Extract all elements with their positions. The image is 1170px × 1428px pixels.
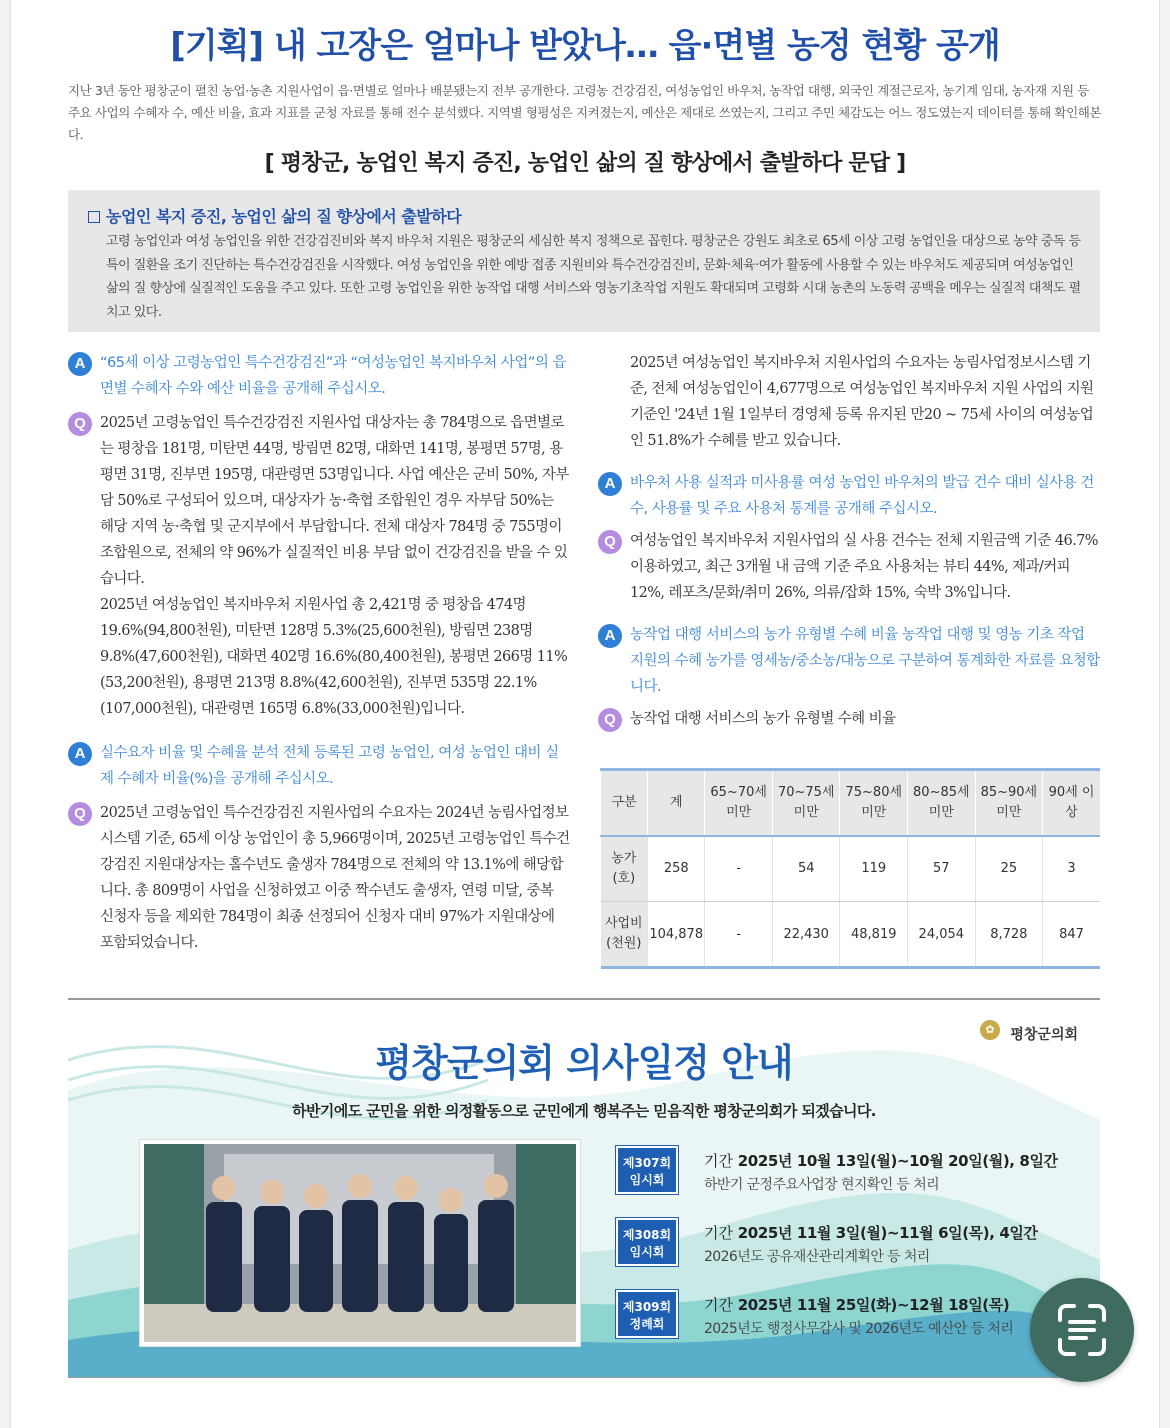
answer-badge-icon: Q — [68, 412, 92, 436]
summary-box-title: 농업인 복지 증진, 농업인 삶의 질 향상에서 출발하다 — [88, 204, 461, 227]
table-header-cell: 75~80세 미만 — [840, 770, 908, 836]
answer-badge-icon: Q — [598, 708, 622, 732]
row-label: 농가 (호) — [601, 836, 648, 902]
session-description: 2026년도 공유재산관리계획안 등 처리 — [704, 1249, 930, 1265]
table-header-cell: 80~85세 미만 — [908, 770, 976, 836]
summary-box-body: 고령 농업인과 여성 농업인을 위한 건강검진비와 복지 바우처 지원은 평창군의 세심한 복지 정책으로 꼽힌다. 평창군은 강원도 최초로 65세 이상 고령 농업인을 대상으로 농약 중독 등 특이 질환을 조기 진단하는 특수건강검진을 시작했다. 여성 농업인을 위한 예방 접종 지원비와 특수건강검진비, 문화·체육·여가 활동에 사용할 수 있는 바우처도 제공되며 여성농업인 삶의 질 향상에 실질적인 도움을 주고 있다. 또한 고령 농업인을 위한 농작업 대행 서비스와 영농기초작업 지원도 확대되며 고령화 시대 농촌의 노동력 공백을 메우는 실질적 대책도 펼치고 있다. — [106, 234, 1081, 320]
question-block — [598, 470, 1100, 522]
table-cell: 847 — [1043, 902, 1100, 968]
table-cell: 3 — [1043, 836, 1100, 902]
group-photo-illustration — [144, 1144, 576, 1342]
table-header-cell: 90세 이상 — [1043, 770, 1100, 836]
answer-block — [68, 410, 570, 722]
section-subheading: [ 평창군, 농업인 복지 증진, 농업인 삶의 질 향상에서 출발하다 문답 ] — [264, 151, 906, 176]
answer-continued — [598, 350, 1100, 454]
council-schedule-banner — [68, 998, 1100, 1378]
answer-block — [598, 706, 1100, 732]
table-header-cell: 85~90세 미만 — [975, 770, 1043, 836]
question-text: 농작업 대행 서비스의 농가 유형별 수혜 비율 농작업 대행 및 영농 기초 작업 지원의 수혜 농가를 영세농/중소농/대농으로 구분하여 통계화한 자료를 요청합니다. — [630, 627, 1100, 695]
table-cell: 25 — [975, 836, 1043, 902]
answer-block — [598, 528, 1100, 606]
session-period: 기간 2025년 11월 3일(월)~11월 6일(목), 4일간 — [704, 1224, 1038, 1242]
table-cell: 104,878 — [648, 902, 705, 968]
question-badge-icon: A — [68, 352, 92, 376]
session-period: 기간 2025년 11월 25일(화)~12월 18일(목) — [704, 1296, 1010, 1314]
session-tag: 제307회 임시회 — [616, 1146, 678, 1194]
answer-text: 여성농업인 복지바우처 지원사업의 실 사용 건수는 전체 지원금액 기준 46.7% 이용하였고, 최근 3개월 내 금액 기준 주요 사용처는 뷰티 44%, 제과/커피 12%, 레포츠/문화/취미 26%, 의류/잡화 15%, 숙박 3%입니다. — [630, 533, 1098, 601]
table-cell: 54 — [772, 836, 840, 902]
summary-box — [68, 190, 1100, 332]
answer-badge-icon: Q — [68, 802, 92, 826]
table-cell: 48,819 — [840, 902, 908, 968]
table-row — [601, 902, 1101, 968]
session-description: 2025년도 행정사무감사 및 2026년도 예산안 등 처리 — [704, 1321, 1014, 1337]
table-cell: 57 — [908, 836, 976, 902]
session-period: 기간 2025년 10월 13일(월)~10월 20일(월), 8일간 — [704, 1152, 1058, 1170]
left-column — [68, 350, 570, 956]
table-cell: - — [705, 902, 773, 968]
session-tag: 제309회 정례회 — [616, 1290, 678, 1338]
answer-block — [68, 800, 570, 956]
question-badge-icon: A — [68, 742, 92, 766]
council-logo-text: 평창군의회 — [1010, 1027, 1078, 1043]
question-badge-icon: A — [598, 624, 622, 648]
question-block — [68, 740, 570, 792]
table-cell: 22,430 — [772, 902, 840, 968]
table-cell: 8,728 — [975, 902, 1043, 968]
page-title: [기획] 내 고장은 얼마나 받았나… 읍·면별 농정 현황 공개 — [170, 26, 1000, 66]
session-tag: 제308회 임시회 — [616, 1218, 678, 1266]
question-badge-icon: A — [598, 472, 622, 496]
square-bullet-icon — [88, 211, 100, 223]
table-header-cell: 65~70세 미만 — [705, 770, 773, 836]
council-emblem-icon: ✿ — [980, 1020, 1000, 1040]
beneficiary-table — [600, 768, 1100, 969]
question-text: 바우처 사용 실적과 미사용률 여성 농업인 바우처의 발급 건수 대비 실사용 건수, 사용률 및 주요 사용처 통계를 공개해 주십시오. — [630, 475, 1094, 517]
council-group-photo — [140, 1140, 580, 1346]
answer-text: 2025년 여성농업인 복지바우처 지원사업의 수요자는 농림사업정보시스템 기준, 전체 여성농업인이 4,677명으로 여성농업인 복지바우처 지원 사업의 지원기준인 '24년 1월 1일부터 경영체 등록 유지된 만20 ~ 75세 사이의 여성농업인 51.8%가 수혜를 받고 있습니다. — [630, 355, 1094, 449]
question-text: 실수요자 비율 및 수혜율 분석 전체 등록된 고령 농업인, 여성 농업인 대비 실제 수혜자 비율(%)을 공개해 주십시오. — [100, 745, 559, 787]
text-scan-icon — [1030, 1278, 1134, 1382]
banner-subtitle: 하반기에도 군민을 위한 의정활동으로 군민에게 행복주는 믿음직한 평창군의회가 되겠습니다. — [292, 1102, 876, 1120]
answer-text: 2025년 고령농업인 특수건강검진 지원사업의 수요자는 2024년 농림사업정보시스템 기준, 65세 이상 농업인이 총 5,966명이며, 2025년 고령농업인 특수건강검진 지원대상자는 홀수년도 출생자 784명으로 전체의 약 13.1%에 해당합니다. 총 809명이 사업을 신청하였고 이중 짝수년도 출생자, 연령 미달, 중복 신청자 등을 제외한 784명이 최종 선정되어 신청자 대비 97%가 지원대상에 포함되었습니다. — [100, 805, 570, 951]
answer-text-continued: 2025년 여성농업인 복지바우처 지원사업 총 2,421명 중 평창읍 474명 19.6%(94,800천원), 미탄면 128명 5.3%(25,600천원), 방림면 238명 9.8%(47,600천원), 대화면 402명 16.6%(80,400천원), 봉평면 266명 11% (53,200천원), 용평면 213명 8.8%(42,600천원), 진부면 535명 22.1%(107,000천원), 대관령면 165명 6.8%(33,000천원)입니다. — [100, 597, 568, 717]
answer-text: 농작업 대행 서비스의 농가 유형별 수혜 비율 — [630, 711, 896, 727]
table-cell: - — [705, 836, 773, 902]
question-block — [68, 350, 570, 402]
table-header-cell: 구분 — [601, 770, 648, 836]
row-label: 사업비 (천원) — [601, 902, 648, 968]
table-cell: 119 — [840, 836, 908, 902]
table-header-cell: 계 — [648, 770, 705, 836]
answer-badge-icon: Q — [598, 530, 622, 554]
question-text: “65세 이상 고령농업인 특수건강검진”과 “여성농업인 복지바우처 사업”의 읍면별 수혜자 수와 예산 비율을 공개해 주십시오. — [100, 355, 566, 397]
question-block — [598, 622, 1100, 700]
text-scan-button[interactable] — [1030, 1278, 1134, 1382]
right-column — [598, 350, 1100, 732]
table-cell: 24,054 — [908, 902, 976, 968]
table-header-row — [601, 770, 1101, 836]
answer-text: 2025년 고령농업인 특수건강검진 지원사업 대상자는 총 784명으로 읍면별로는 평창읍 181명, 미탄면 44명, 방림면 82명, 대화면 141명, 봉평면 57명, 용평면 31명, 진부면 195명, 대관령면 53명입니다. 사업 예산은 군비 50%, 자부담 50%로 구성되어 있으며, 대상자가 농·축협 조합원인 경우 자부담 50%는 해당 지역 농·축협 및 군지부에서 부담합니다. 전체 대상자 784명 중 755명이 조합원으로, 전체의 약 96%가 실질적인 비용 부담 없이 건강검진을 받을 수 있습니다. — [100, 415, 569, 587]
table-row — [601, 836, 1101, 902]
lead-paragraph: 지난 3년 동안 평창군이 펼친 농업·농촌 지원사업이 읍·면별로 얼마나 배분됐는지 전부 공개한다. 고령농 건강검진, 여성농업인 바우처, 농작업 대행, 외국인 계절근로자, 농기계 임대, 농자재 지원 등 주요 사업의 수혜자 수, 예산 비율, 효과 지표를 군청 자료를 통해 전수 분석했다. 지역별 형평성은 지켜졌는지, 예산은 제대로 쓰였는지, 그리고 주민 체감도는 어느 정도였는지 데이터를 통해 확인해본다. — [68, 83, 1102, 142]
session-description: 하반기 군정주요사업장 현지확인 등 처리 — [704, 1177, 940, 1193]
banner-title: 평창군의회 의사일정 안내 — [375, 1041, 793, 1085]
table-header-cell: 70~75세 미만 — [772, 770, 840, 836]
table-cell: 258 — [648, 836, 705, 902]
